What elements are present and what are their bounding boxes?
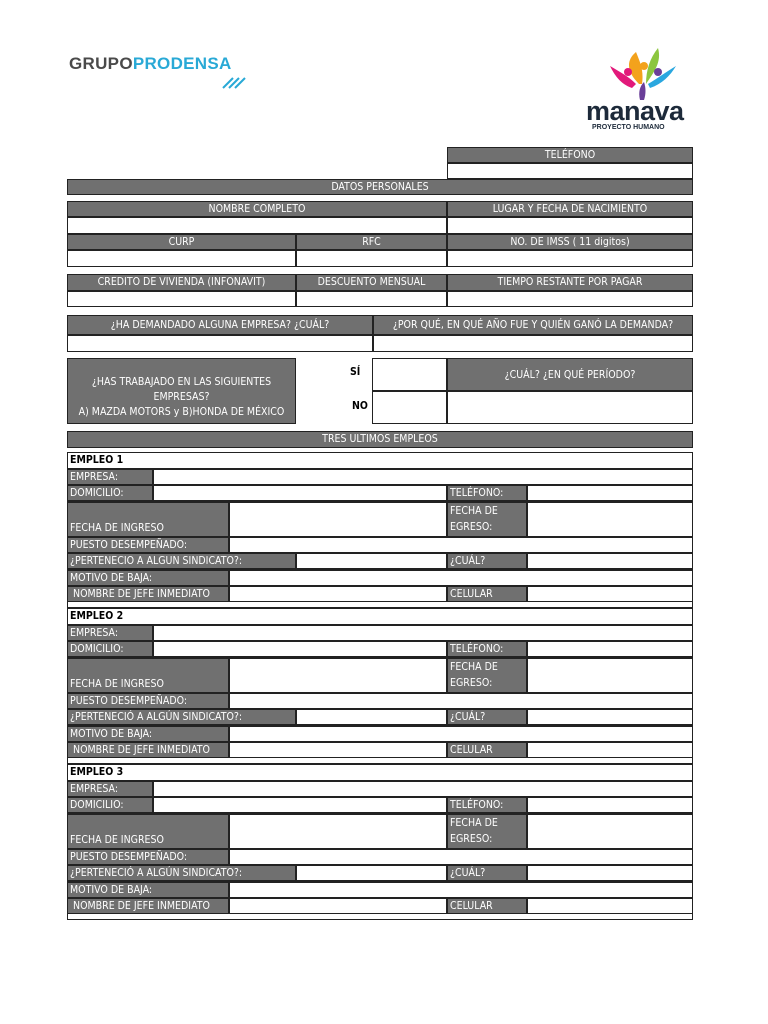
cual-field[interactable] bbox=[527, 865, 693, 881]
porque-field[interactable] bbox=[373, 335, 693, 352]
no-label: NO bbox=[352, 400, 368, 412]
celular-label: CELULAR bbox=[447, 742, 527, 758]
descuento-field[interactable] bbox=[296, 291, 447, 307]
logo-grupo-text: GRUPO bbox=[69, 54, 133, 73]
imss-header: NO. DE IMSS ( 11 digitos) bbox=[447, 234, 693, 250]
sindicato-label: ¿PERTENECIÓ A ALGÚN SINDICATO?: bbox=[67, 709, 296, 725]
empleo-title: EMPLEO 1 bbox=[70, 454, 124, 466]
cual-label: ¿CUÁL? bbox=[447, 553, 527, 569]
cual-field[interactable] bbox=[527, 709, 693, 725]
trabajado-line2: EMPRESAS? bbox=[153, 391, 210, 403]
trabajado-line1: ¿HAS TRABAJADO EN LAS SIGUIENTES bbox=[91, 376, 272, 388]
sindicato-field[interactable] bbox=[296, 865, 447, 881]
domicilio-field[interactable] bbox=[153, 485, 447, 501]
curp-field[interactable] bbox=[67, 250, 296, 267]
lugar-fecha-header: LUGAR Y FECHA DE NACIMIENTO bbox=[447, 201, 693, 217]
puesto-field[interactable] bbox=[229, 537, 693, 553]
descuento-header: DESCUENTO MENSUAL bbox=[296, 274, 447, 291]
empresa-label: EMPRESA: bbox=[67, 781, 153, 797]
puesto-label: PUESTO DESEMPEÑADO: bbox=[67, 849, 229, 865]
domicilio-field[interactable] bbox=[153, 641, 447, 657]
jefe-field[interactable] bbox=[229, 742, 447, 758]
telefono-label: TELÉFONO: bbox=[447, 797, 527, 813]
empleo-block-3 bbox=[0, 764, 768, 920]
domicilio-field[interactable] bbox=[153, 797, 447, 813]
sindicato-label: ¿PERTENECIÓ A ALGÚN SINDICATO?: bbox=[67, 865, 296, 881]
demanda-field[interactable] bbox=[67, 335, 373, 352]
fecha-ingreso-text: FECHA DE INGRESO bbox=[70, 678, 164, 690]
fecha-ingreso-field[interactable] bbox=[229, 814, 447, 849]
domicilio-label: DOMICILIO: bbox=[67, 797, 153, 813]
domicilio-label: DOMICILIO: bbox=[67, 485, 153, 501]
puesto-label: PUESTO DESEMPEÑADO: bbox=[67, 693, 229, 709]
empresa-label: EMPRESA: bbox=[67, 625, 153, 641]
demanda-header: ¿HA DEMANDADO ALGUNA EMPRESA? ¿CUÁL? bbox=[67, 315, 373, 335]
fecha-egreso-field[interactable] bbox=[527, 814, 693, 849]
empresa-field[interactable] bbox=[153, 469, 693, 485]
manava-name: manava bbox=[586, 96, 684, 126]
no-field[interactable] bbox=[372, 391, 447, 424]
motivo-label: MOTIVO DE BAJA: bbox=[67, 882, 229, 898]
empleos-header: TRES ULTIMOS EMPLEOS bbox=[67, 431, 693, 448]
celular-field[interactable] bbox=[527, 742, 693, 758]
fecha-egreso-label bbox=[447, 814, 527, 849]
motivo-label: MOTIVO DE BAJA: bbox=[67, 570, 229, 586]
celular-field[interactable] bbox=[527, 898, 693, 914]
nombre-completo-field[interactable] bbox=[67, 217, 447, 234]
empresa-label: EMPRESA: bbox=[67, 469, 153, 485]
telefono-label: TELÉFONO: bbox=[447, 485, 527, 501]
motivo-label: MOTIVO DE BAJA: bbox=[67, 726, 229, 742]
fecha-egreso-1-text: FECHA DE bbox=[450, 661, 498, 673]
telefono-header: TELÉFONO bbox=[447, 147, 693, 163]
fecha-egreso-2-text: EGRESO: bbox=[450, 833, 493, 845]
rfc-header: RFC bbox=[296, 234, 447, 250]
fecha-ingreso-label bbox=[67, 814, 229, 849]
fecha-egreso-1-text: FECHA DE bbox=[450, 817, 498, 829]
credito-field[interactable] bbox=[67, 291, 296, 307]
empleo-block-1 bbox=[0, 452, 768, 608]
sindicato-label: ¿PERTENECIO A ALGUN SINDICATO?: bbox=[67, 553, 296, 569]
celular-field[interactable] bbox=[527, 586, 693, 602]
logo-prodensa-text: PRODENSA bbox=[132, 54, 232, 73]
fecha-egreso-label bbox=[447, 658, 527, 693]
telefono-field[interactable] bbox=[527, 797, 693, 813]
empleo-title: EMPLEO 2 bbox=[70, 610, 124, 622]
fecha-egreso-label bbox=[447, 502, 527, 537]
porque-header: ¿POR QUÉ, EN QUÉ AÑO FUE Y QUIÉN GANÓ LA DEMANDA? bbox=[373, 315, 693, 335]
jefe-field[interactable] bbox=[229, 898, 447, 914]
tiempo-field[interactable] bbox=[447, 291, 693, 307]
telefono-field[interactable] bbox=[447, 163, 693, 179]
domicilio-label: DOMICILIO: bbox=[67, 641, 153, 657]
puesto-label: PUESTO DESEMPEÑADO: bbox=[67, 537, 229, 553]
si-label: SÍ bbox=[350, 366, 361, 378]
motivo-field[interactable] bbox=[229, 882, 693, 898]
prodensa-logo bbox=[69, 54, 259, 94]
jefe-label: NOMBRE DE JEFE INMEDIATO bbox=[67, 898, 229, 914]
jefe-label: NOMBRE DE JEFE INMEDIATO bbox=[67, 586, 229, 602]
telefono-field[interactable] bbox=[527, 485, 693, 501]
fecha-egreso-2-text: EGRESO: bbox=[450, 521, 493, 533]
fecha-egreso-1-text: FECHA DE bbox=[450, 505, 498, 517]
fecha-ingreso-field[interactable] bbox=[229, 658, 447, 693]
sindicato-field[interactable] bbox=[296, 553, 447, 569]
prodensa-stripes-icon bbox=[219, 74, 249, 90]
fecha-egreso-field[interactable] bbox=[527, 502, 693, 537]
fecha-ingreso-label bbox=[67, 502, 229, 537]
fecha-ingreso-label bbox=[67, 658, 229, 693]
celular-label: CELULAR bbox=[447, 586, 527, 602]
puesto-field[interactable] bbox=[229, 849, 693, 865]
empleo-title: EMPLEO 3 bbox=[70, 766, 124, 778]
nombre-completo-header: NOMBRE COMPLETO bbox=[67, 201, 447, 217]
curp-header: CURP bbox=[67, 234, 296, 250]
fecha-egreso-2-text: EGRESO: bbox=[450, 677, 493, 689]
cual-label: ¿CUÁL? bbox=[447, 709, 527, 725]
lugar-fecha-field[interactable] bbox=[447, 217, 693, 234]
motivo-field[interactable] bbox=[229, 570, 693, 586]
trabajado-box bbox=[67, 358, 296, 424]
fecha-ingreso-text: FECHA DE INGRESO bbox=[70, 522, 164, 534]
rfc-field[interactable] bbox=[296, 250, 447, 267]
sindicato-field[interactable] bbox=[296, 709, 447, 725]
celular-label: CELULAR bbox=[447, 898, 527, 914]
empresa-field[interactable] bbox=[153, 625, 693, 641]
cual-periodo-field[interactable] bbox=[447, 391, 693, 424]
fecha-egreso-field[interactable] bbox=[527, 658, 693, 693]
cual-periodo-header: ¿CUÁL? ¿EN QUÉ PERÍODO? bbox=[447, 358, 693, 391]
motivo-field[interactable] bbox=[229, 726, 693, 742]
jefe-field[interactable] bbox=[229, 586, 447, 602]
credito-header: CREDITO DE VIVIENDA (INFONAVIT) bbox=[67, 274, 296, 291]
fecha-ingreso-field[interactable] bbox=[229, 502, 447, 537]
trabajado-line3: A) MAZDA MOTORS y B)HONDA DE MÉXICO bbox=[78, 406, 285, 418]
empresa-field[interactable] bbox=[153, 781, 693, 797]
tiempo-header: TIEMPO RESTANTE POR PAGAR bbox=[447, 274, 693, 291]
datos-personales-header: DATOS PERSONALES bbox=[67, 179, 693, 195]
imss-field[interactable] bbox=[447, 250, 693, 267]
cual-field[interactable] bbox=[527, 553, 693, 569]
cual-label: ¿CUÁL? bbox=[447, 865, 527, 881]
fecha-ingreso-text: FECHA DE INGRESO bbox=[70, 834, 164, 846]
telefono-label: TELÉFONO: bbox=[447, 641, 527, 657]
telefono-field[interactable] bbox=[527, 641, 693, 657]
manava-people-icon bbox=[584, 44, 704, 102]
jefe-label: NOMBRE DE JEFE INMEDIATO bbox=[67, 742, 229, 758]
puesto-field[interactable] bbox=[229, 693, 693, 709]
si-field[interactable] bbox=[372, 358, 447, 391]
manava-subtitle: PROYECTO HUMANO bbox=[592, 124, 665, 131]
empleo-block-2 bbox=[0, 608, 768, 764]
manava-logo bbox=[584, 44, 704, 136]
